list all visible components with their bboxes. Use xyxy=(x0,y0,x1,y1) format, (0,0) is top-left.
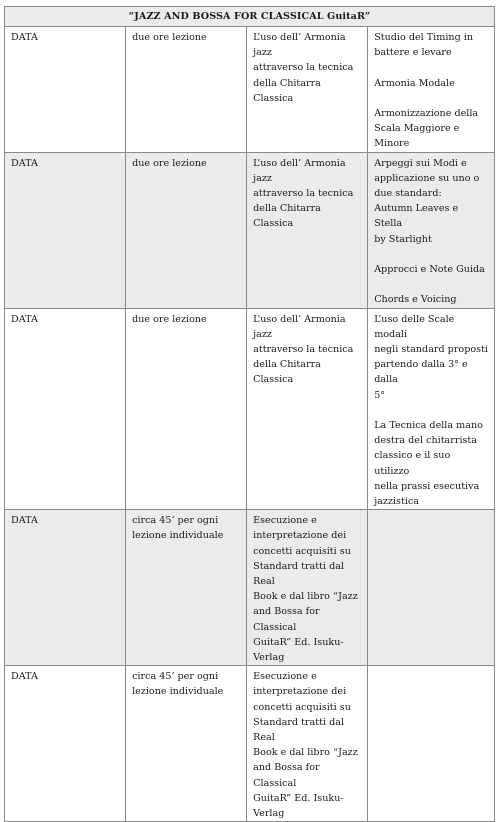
topic-cell xyxy=(247,510,368,666)
date-cell xyxy=(5,152,126,308)
date-text: DATA xyxy=(11,313,38,325)
duration-cell xyxy=(126,510,247,666)
duration-text: circa 45’ per ogni lezione individuale xyxy=(132,515,224,542)
content-paragraph: Arpeggi sui Modi e applicazione su uno o due standard: Autumn Leaves e Stella by Starlight xyxy=(374,157,480,245)
topic-text: L’uso dell’ Armonia jazz attraverso la tecnica della Chitarra Classica xyxy=(253,32,354,104)
lesson-schedule-table xyxy=(4,6,495,822)
date-text: DATA xyxy=(11,515,38,527)
topic-cell xyxy=(247,27,368,153)
table-header-row xyxy=(5,7,495,27)
table-title: “JAZZ AND BOSSA FOR CLASSICAL GuitaR” xyxy=(5,7,495,27)
topic-text: L’uso dell’ Armonia jazz attraverso la tecnica della Chitarra Classica xyxy=(253,313,354,386)
content-paragraph: Armonia Modale xyxy=(374,77,455,89)
content-cell xyxy=(368,152,495,308)
date-cell xyxy=(5,27,126,153)
duration-text: due ore lezione xyxy=(132,32,207,43)
content-cell xyxy=(368,510,495,666)
date-text: DATA xyxy=(11,32,38,43)
duration-text: due ore lezione xyxy=(132,157,207,169)
duration-cell xyxy=(126,666,247,822)
topic-cell xyxy=(247,152,368,308)
content-paragraph: L’uso delle Scale modali negli standard proposti partendo dalla 3° e dalla 5° xyxy=(374,313,488,401)
topic-cell xyxy=(247,308,368,510)
table-row xyxy=(5,308,495,510)
table-row xyxy=(5,27,495,153)
content-paragraph: Studio del Timing in battere e levare xyxy=(374,32,474,59)
topic-cell xyxy=(247,666,368,822)
table-row xyxy=(5,152,495,308)
topic-text: Esecuzione e interpretazione dei concetti acquisiti su Standard tratti dal Real Book e dal libro “Jazz and Bossa for Classical GuitaR” Ed. Isuku- Verlag xyxy=(253,671,358,820)
table-row xyxy=(5,510,495,666)
topic-text: L’uso dell’ Armonia jazz attraverso la tecnica della Chitarra Classica xyxy=(253,157,354,230)
date-text: DATA xyxy=(11,157,38,169)
duration-text: due ore lezione xyxy=(132,313,207,325)
duration-cell xyxy=(126,27,247,153)
content-paragraph: Armonizzazione della Scala Maggiore e Minore xyxy=(374,107,479,150)
content-cell xyxy=(368,666,495,822)
content-paragraph: Approcci e Note Guida xyxy=(374,264,485,275)
duration-cell xyxy=(126,308,247,510)
duration-cell xyxy=(126,152,247,308)
date-text: DATA xyxy=(11,671,38,683)
content-paragraph: La Tecnica della mano destra del chitarrista classico e il suo utilizzo nella prassi esecutiva jazzistica xyxy=(374,420,483,508)
duration-text: circa 45’ per ogni lezione individuale xyxy=(132,671,224,698)
date-cell xyxy=(5,308,126,510)
content-cell xyxy=(368,27,495,153)
content-paragraph: Chords e Voicing xyxy=(374,294,457,306)
date-cell xyxy=(5,510,126,666)
content-cell xyxy=(368,308,495,510)
date-cell xyxy=(5,666,126,822)
table-row xyxy=(5,666,495,822)
topic-text: Esecuzione e interpretazione dei concetti acquisiti su Standard tratti dal Real Book e dal libro “Jazz and Bossa for Classical GuitaR” Ed. Isuku- Verlag xyxy=(253,515,358,664)
